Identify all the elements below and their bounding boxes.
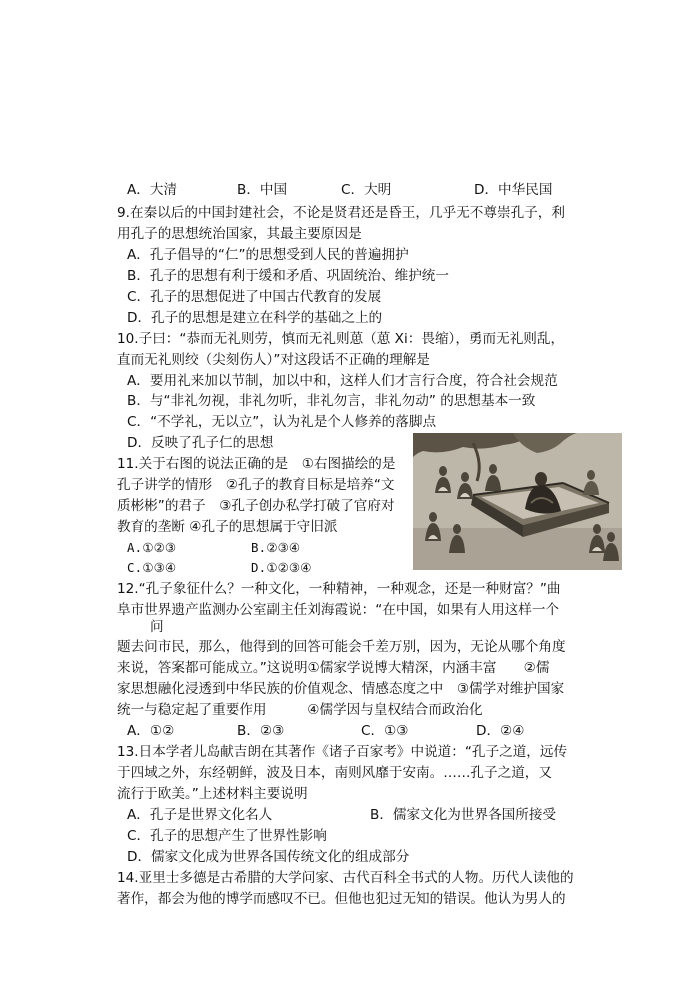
q10-stem-line: 直而无礼则绞（尖刻伤人）”对这段话不正确的理解是: [117, 352, 430, 368]
q12-stem-line: 阜市世界遗产监测办公室副主任刘海霞说：“在中国，如果有人用这样一个: [117, 602, 560, 618]
q8-option-d: D．中华民国: [474, 182, 553, 198]
q9-option-a: A．孔子倡导的“仁”的思想受到人民的普遍拥护: [127, 247, 409, 263]
q12-stem-line: 统一与稳定起了重要作用 ④儒学因与皇权结合而政治化: [117, 702, 483, 718]
q9-option-b: B．孔子的思想有利于缓和矛盾、巩固统治、维护统一: [127, 268, 449, 284]
q8-option-c: C．大明: [341, 182, 392, 198]
q9-option-c: C．孔子的思想促进了中国古代教育的发展: [127, 289, 382, 305]
q10-option-b: B．与“非礼勿视，非礼勿听，非礼勿言，非礼勿动” 的思想基本一致: [127, 393, 536, 409]
q13-option-d: D．儒家文化成为世界各国传统文化的组成部分: [127, 849, 410, 865]
q12-stem-line: 题去问市民，那么，他得到的回答可能会千差万别，因为，无论从哪个角度: [117, 639, 566, 655]
q11-stem-line: 质彬彬”的君子 ③孔子创办私学打破了官府对: [117, 498, 395, 514]
q11-stem-line: 孔子讲学的情形 ②孔子的教育目标是培养“文: [117, 477, 395, 493]
q9-stem-line: 9.在秦以后的中国封建社会，不论是贤君还是昏王，几乎无不尊崇孔子，利: [117, 205, 565, 221]
q11-option-c: C.①③④: [127, 560, 177, 575]
q11-options-row-1: [127, 538, 300, 558]
painting-illustration: [413, 433, 622, 570]
q12-stem-line: 家思想融化浸透到中华民族的价值观念、情感态度之中 ③儒学对维护国家: [117, 681, 565, 697]
q11-stem-line: 11.关于右图的说法正确的是 ①右图描绘的是: [117, 456, 396, 472]
q8-option-b: B．中国: [237, 182, 288, 198]
q9-option-d: D．孔子的思想是建立在科学的基础之上的: [127, 310, 383, 326]
q13-option-c: C．孔子的思想产生了世界性影响: [127, 828, 327, 844]
q14-stem-line: 著作，都会为他的博学而感叹不已。但他也犯过无知的错误。他认为男人的: [117, 891, 566, 907]
q12-option-a: A．①②: [127, 723, 175, 739]
q13-stem-line: 于四域之外，东经朝鲜，波及日本，南则风靡于安南。……孔子之道，又: [117, 765, 552, 781]
q10-stem-line: 10.子曰：“恭而无礼则劳，慎而无礼则葸（葸 Xi：畏缩），勇而无礼则乱，: [117, 331, 565, 347]
q11-option-a: A.①②③: [127, 540, 177, 555]
q13-stem-line: 13.日本学者儿岛献吉朗在其著作《诸子百家考》中说道：“孔子之道，远传: [117, 744, 568, 760]
q11-stem-line: 教育的垄断 ④孔子的思想属于守旧派: [117, 519, 338, 535]
q11-option-b: B.②③④: [251, 540, 301, 555]
q8-option-a: A．大清: [127, 182, 178, 198]
q12-stem-line: 问: [150, 619, 164, 635]
q12-stem-line: 来说，答案都可能成立。”这说明①儒家学说博大精深，内涵丰富 ②儒: [117, 660, 550, 676]
q13-stem-line: 流行于欧美。”上述材料主要说明: [117, 786, 308, 802]
confucius-teaching-painting: [413, 433, 622, 570]
q12-stem-line: 12.“孔子象征什么？一种文化，一种精神，一种观念，还是一种财富？”曲: [117, 581, 561, 597]
q13-options-row-1: [127, 805, 556, 825]
q13-option-a: A．孔子是世界文化名人: [127, 807, 273, 823]
q12-option-c: C．①③: [361, 723, 409, 739]
q13-option-b: B．儒家文化为世界各国所接受: [370, 807, 557, 823]
q12-options-row: [127, 721, 524, 741]
q11-options-row-2: [127, 558, 312, 578]
q10-option-d: D．反映了孔子仁的思想: [127, 435, 274, 451]
q12-option-b: B．②③: [237, 723, 285, 739]
q14-stem-line: 14.亚里士多德是古希腊的大学问家、古代百科全书式的人物。历代人读他的: [117, 870, 574, 886]
q11-option-d: D.①②③④: [251, 560, 312, 575]
q9-stem-line: 用孔子的思想统治国家，其最主要原因是: [117, 226, 362, 242]
q10-option-a: A．要用礼来加以节制，加以中和，这样人们才言行合度，符合社会规范: [127, 373, 558, 389]
q10-option-c: C．“不学礼，无以立”，认为礼是个人修养的落脚点: [127, 414, 437, 430]
q8-options-row: [127, 180, 552, 200]
q12-option-d: D．②④: [476, 723, 525, 739]
